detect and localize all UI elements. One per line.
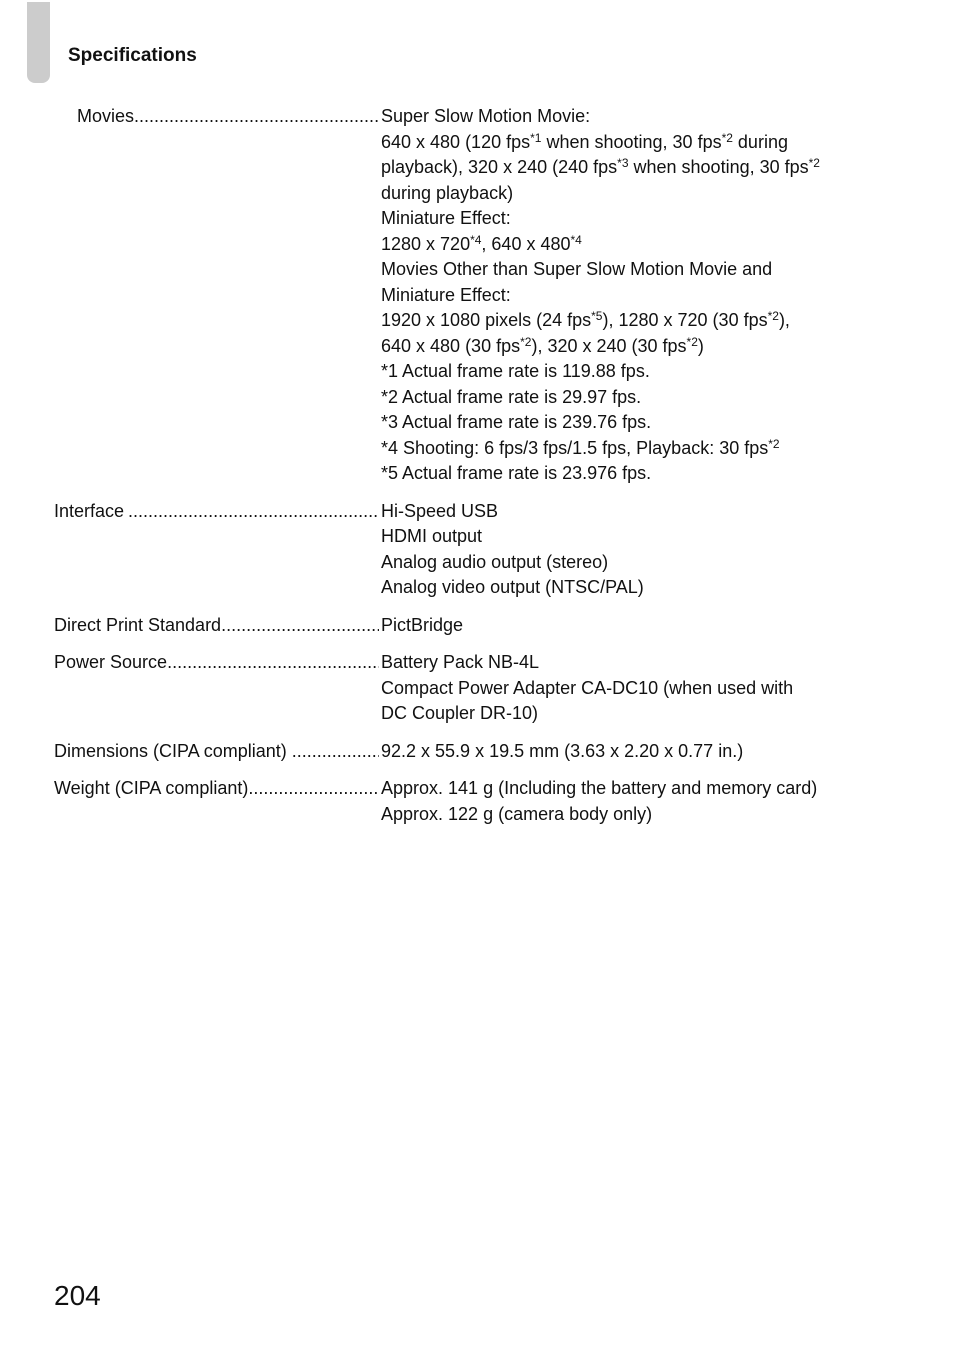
spec-value-line: HDMI output bbox=[381, 526, 483, 546]
dot-leader bbox=[124, 499, 379, 525]
page-title: Specifications bbox=[68, 45, 197, 66]
spec-row-interface bbox=[54, 499, 874, 601]
spec-values bbox=[379, 739, 874, 765]
spec-label-text: Direct Print Standard bbox=[54, 614, 222, 635]
spec-value-line: Movies Other than Super Slow Motion Movie and bbox=[381, 259, 773, 279]
spec-value-line: Battery Pack NB-4L bbox=[381, 652, 540, 672]
footnote-marker: *3 bbox=[617, 156, 629, 170]
dot-leader bbox=[248, 776, 379, 802]
spec-value-line: DC Coupler DR-10) bbox=[381, 703, 539, 723]
footnote-marker: *2 bbox=[686, 334, 698, 349]
spec-value-line: Analog audio output (stereo) bbox=[381, 551, 609, 572]
spec-table bbox=[54, 104, 874, 839]
spec-value-line: Miniature Effect: bbox=[381, 208, 511, 228]
footnote-marker: *4 bbox=[570, 232, 582, 247]
spec-values bbox=[379, 776, 874, 827]
spec-value-line: 640 x 480 (120 fps$^{*1}$ when shooting, 30 fps$^{*2}$ during bbox=[381, 130, 788, 152]
spec-value-line: Hi-Speed USB bbox=[381, 500, 499, 521]
footnote-marker: *1 bbox=[530, 130, 542, 145]
spec-row-dimensions bbox=[54, 739, 874, 765]
spec-value-line: Super Slow Motion Movie: bbox=[381, 106, 591, 126]
footnote-marker: *2 bbox=[808, 156, 820, 170]
spec-value-line: PictBridge bbox=[381, 614, 464, 635]
spec-value-line: 640 x 480 (30 fps$^{*2}$), 320 x 240 (30 fps$^{*2}$) bbox=[381, 334, 704, 356]
spec-label bbox=[54, 613, 379, 639]
spec-row-weight bbox=[54, 776, 874, 827]
spec-value-line: playback), 320 x 240 (240 fps$^{*3}$ when shooting, 30 fps$^{*2}$ bbox=[381, 156, 820, 177]
spec-value-line: Approx. 122 g (camera body only) bbox=[381, 803, 653, 824]
footnote-marker: *2 bbox=[721, 130, 733, 145]
spec-label bbox=[54, 739, 379, 765]
footnote-marker: *2 bbox=[520, 334, 532, 349]
spec-label bbox=[54, 776, 379, 802]
spec-value-line: 1920 x 1080 pixels (24 fps$^{*5}$), 1280 x 720 (30 fps$^{*2}$), bbox=[381, 309, 790, 330]
footnote-marker: *4 bbox=[470, 232, 482, 247]
spec-row-direct-print bbox=[54, 613, 874, 639]
spec-value-line: *5 Actual frame rate is 23.976 fps. bbox=[381, 463, 652, 483]
spec-label-text: Weight (CIPA compliant) bbox=[54, 778, 249, 798]
spec-label-text: Power Source bbox=[54, 652, 168, 672]
spec-value-line: Approx. 141 g (Including the battery and memory card) bbox=[381, 778, 818, 798]
spec-value-line: during playback) bbox=[381, 182, 514, 203]
footnote-marker: *5 bbox=[591, 309, 603, 323]
footnote-marker: *2 bbox=[767, 309, 779, 323]
page-number: 204 bbox=[54, 1280, 101, 1311]
spec-values bbox=[379, 499, 874, 601]
dot-leader bbox=[292, 739, 379, 765]
spec-label bbox=[54, 499, 379, 525]
spec-label-text: Dimensions (CIPA compliant) bbox=[54, 740, 292, 761]
spec-label bbox=[54, 650, 379, 676]
spec-value-line: *2 Actual frame rate is 29.97 fps. bbox=[381, 386, 642, 407]
spec-values bbox=[379, 650, 874, 727]
footnote-marker: *2 bbox=[768, 436, 780, 451]
spec-row-power-source bbox=[54, 650, 874, 727]
spec-value-line: 1280 x 720$^{*4}$, 640 x 480$^{*4}$ bbox=[381, 232, 582, 254]
dot-leader bbox=[134, 104, 379, 130]
spec-value-line: Analog video output (NTSC/PAL) bbox=[381, 577, 644, 597]
spec-label-text: Movies bbox=[77, 106, 135, 126]
spec-value-line: Compact Power Adapter CA-DC10 (when used with bbox=[381, 677, 794, 698]
spec-value-line: 92.2 x 55.9 x 19.5 mm (3.63 x 2.20 x 0.77 in.) bbox=[381, 740, 744, 761]
spec-value-line: *4 Shooting: 6 fps/3 fps/1.5 fps, Playback: 30 fps$^{*2}$ bbox=[381, 436, 780, 458]
dot-leader bbox=[167, 650, 379, 676]
spec-values bbox=[379, 613, 874, 639]
spec-value-line: *3 Actual frame rate is 239.76 fps. bbox=[381, 412, 652, 432]
spec-row-movies bbox=[54, 104, 874, 487]
spec-label-text: Interface bbox=[54, 500, 125, 521]
dot-leader bbox=[221, 613, 379, 639]
section-tab-marker bbox=[27, 2, 50, 83]
spec-values bbox=[379, 104, 874, 487]
spec-value-line: Miniature Effect: bbox=[381, 284, 511, 305]
spec-value-line: *1 Actual frame rate is 119.88 fps. bbox=[381, 361, 650, 381]
spec-label bbox=[54, 104, 379, 130]
